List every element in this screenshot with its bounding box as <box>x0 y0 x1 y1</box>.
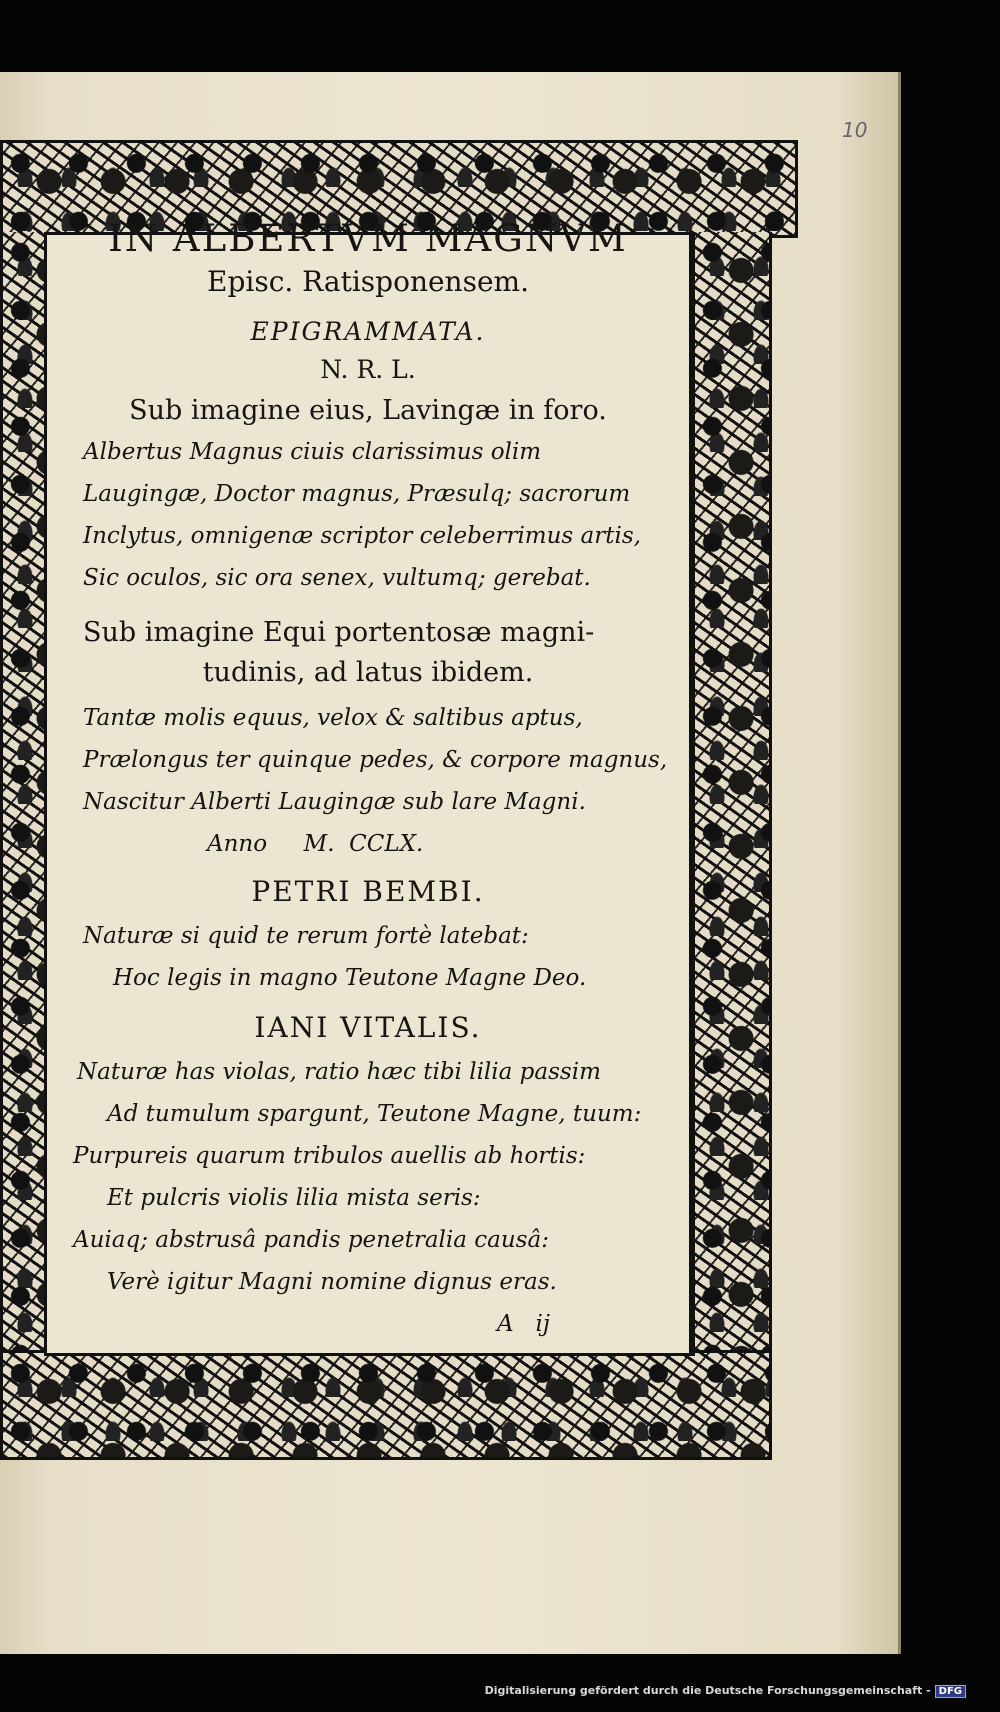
poem-3-line: Naturæ si quid te rerum fortè latebat: <box>83 923 529 949</box>
heading-1: Sub imagine eius, Lavingæ in foro. <box>129 395 607 426</box>
poem-1-line: Laugingæ, Doctor magnus, Præsulq; sacrorum <box>83 481 631 507</box>
poem-4-line: Verè igitur Magni nomine dignus eras. <box>107 1269 557 1295</box>
initials: N. R. L. <box>320 355 416 384</box>
author-petri-bembi: PETRI BEMBI. <box>251 875 485 908</box>
title-line-2: Episc. Ratisponensem. <box>207 265 529 298</box>
poem-2-line: Nascitur Alberti Laugingæ sub lare Magni. <box>83 789 586 815</box>
year-line: Anno M. CCLX. <box>207 831 424 857</box>
poem-4-line: Purpureis quarum tribulos auellis ab hortis: <box>73 1143 586 1169</box>
poem-4-line: Auiaq; abstrusâ pandis penetralia causâ: <box>73 1227 549 1253</box>
heading-2-line-1: Sub imagine Equi portentosæ magni- <box>83 617 595 648</box>
woodcut-border-bottom <box>0 1350 772 1460</box>
text-frame <box>44 217 695 1356</box>
poem-2-line: Tantæ molis equus, velox & saltibus aptus, <box>83 705 583 731</box>
signature-mark: A ij <box>497 1311 551 1337</box>
dfg-logo-icon: DFG <box>935 1685 966 1698</box>
digitization-footer <box>0 1684 1000 1698</box>
author-iani-vitalis: IANI VITALIS. <box>254 1011 482 1044</box>
title-line-1: IN ALBERTVM MAGNVM <box>108 217 628 260</box>
poem-4-line: Ad tumulum spargunt, Teutone Magne, tuum: <box>107 1101 642 1127</box>
footer-text: Digitalisierung gefördert durch die Deutsche Forschungsgemeinschaft - <box>484 1684 931 1697</box>
subtitle: EPIGRAMMATA. <box>250 317 486 346</box>
poem-4-line: Et pulcris violis lilia mista seris: <box>107 1185 481 1211</box>
poem-4-line: Naturæ has violas, ratio hæc tibi lilia passim <box>77 1059 601 1085</box>
woodcut-border-left <box>0 232 50 1350</box>
poem-1-line: Albertus Magnus ciuis clarissimus olim <box>83 439 542 465</box>
poem-3-line: Hoc legis in magno Teutone Magne Deo. <box>113 965 587 991</box>
poem-1-line: Inclytus, omnigenæ scriptor celeberrimus artis, <box>83 523 641 549</box>
poem-2-line: Prælongus ter quinque pedes, & corpore magnus, <box>83 747 668 773</box>
folio-number: 10 <box>842 118 868 142</box>
heading-2-line-2: tudinis, ad latus ibidem. <box>202 657 534 688</box>
poem-1-line: Sic oculos, sic ora senex, vultumq; gerebat. <box>83 565 591 591</box>
